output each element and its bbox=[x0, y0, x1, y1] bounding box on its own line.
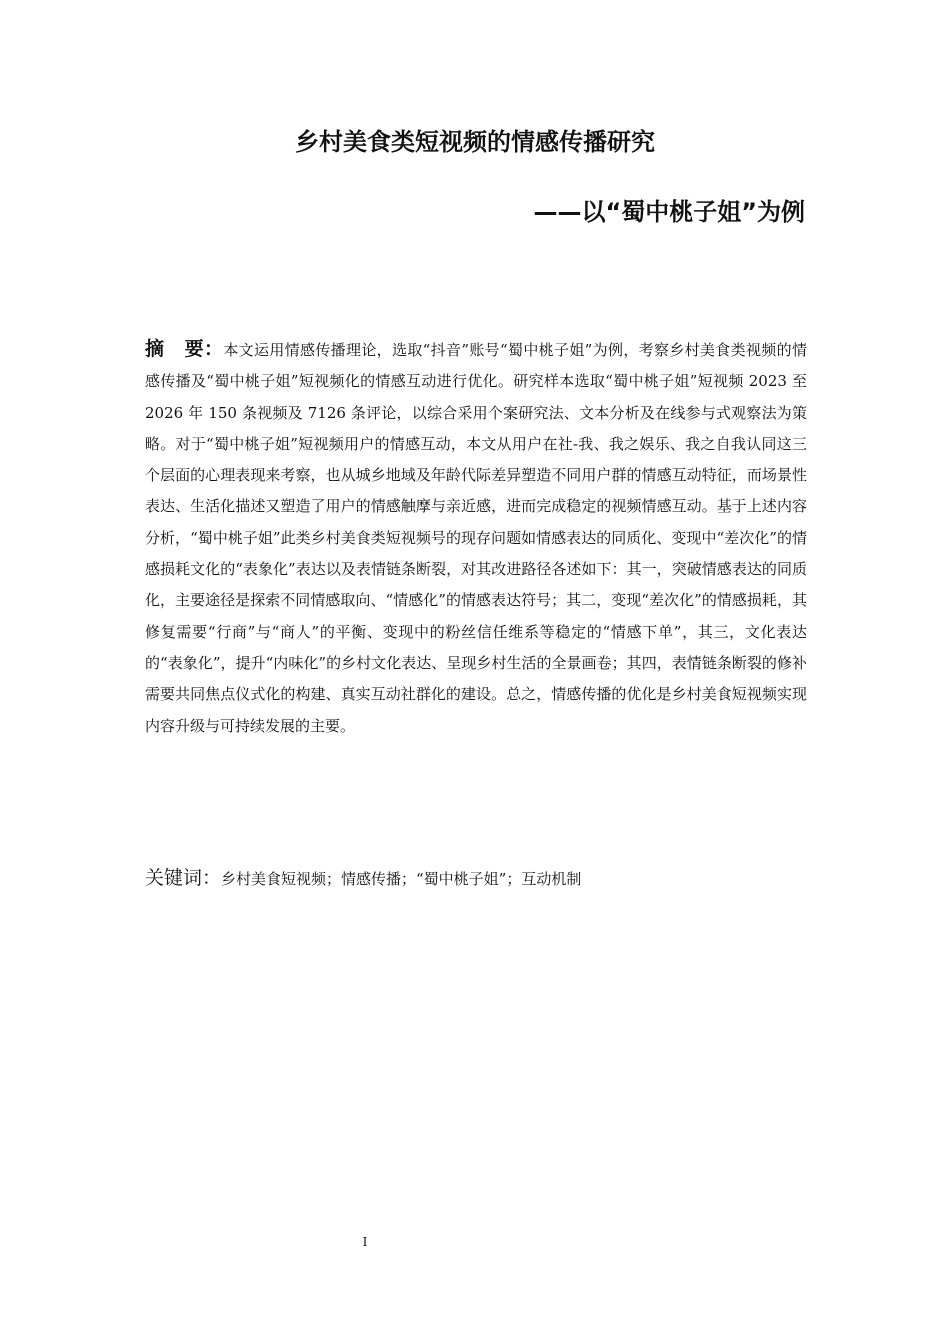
paper-title: 乡村美食类短视频的情感传播研究 bbox=[295, 128, 655, 156]
abstract-label-part2: 要： bbox=[184, 338, 224, 360]
abstract-label-part1: 摘 bbox=[145, 338, 165, 360]
abstract-section bbox=[145, 334, 807, 742]
keywords-label: 关键词： bbox=[145, 867, 222, 889]
abstract-text: 本文运用情感传播理论，选取“抖音”账号“蜀中桃子姐”为例，考察乡村美食类视频的情感传播及“蜀中桃子姐”短视频化的情感互动进行优化。研究样本选取“蜀中桃子姐”短视频 2023 至 2026 年 150 条视频及 7126 条评论，以综合采用个案研究法、文本分析及在线参与式观察法为策略。对于“蜀中桃子姐”短视频用户的情感互动，本文从用户在社-我、我之娱乐、我之自我认同这三个层面的心理表现来考察，也从城乡地域及年龄代际差异塑造不同用户群的情感互动特征，而场景性表达、生活化描述又塑造了用户的情感触摩与亲近感，进而完成稳定的视频情感互动。基于上述内容分析，“蜀中桃子姐”此类乡村美食类短视频号的现存问题如情感表达的同质化、变现中“差次化”的情感损耗文化的“表象化”表达以及表情链条断裂，对其改进路径各述如下：其一，突破情感表达的同质化，主要途径是探索不同情感取向、“情感化”的情感表达符号；其二，变现“差次化”的情感损耗，其修复需要“行商”与“商人”的平衡、变现中的粉丝信任维系等稳定的“情感下单”，其三，文化表达的“表象化”，提升“内味化”的乡村文化表达、呈现乡村生活的全景画卷；其四，表情链条断裂的修补需要共同焦点仪式化的构建、真实互动社群化的建设。总之，情感传播的优化是乡村美食短视频实现内容升级与可持续发展的主要。 bbox=[145, 341, 807, 735]
paper-subtitle: ——以“蜀中桃子姐”为例 bbox=[533, 198, 805, 226]
keywords-section bbox=[145, 862, 807, 895]
page-number: I bbox=[362, 1235, 368, 1249]
keywords-text: 乡村美食短视频；情感传播；“蜀中桃子姐”；互动机制 bbox=[221, 870, 582, 888]
abstract-label bbox=[145, 338, 223, 360]
